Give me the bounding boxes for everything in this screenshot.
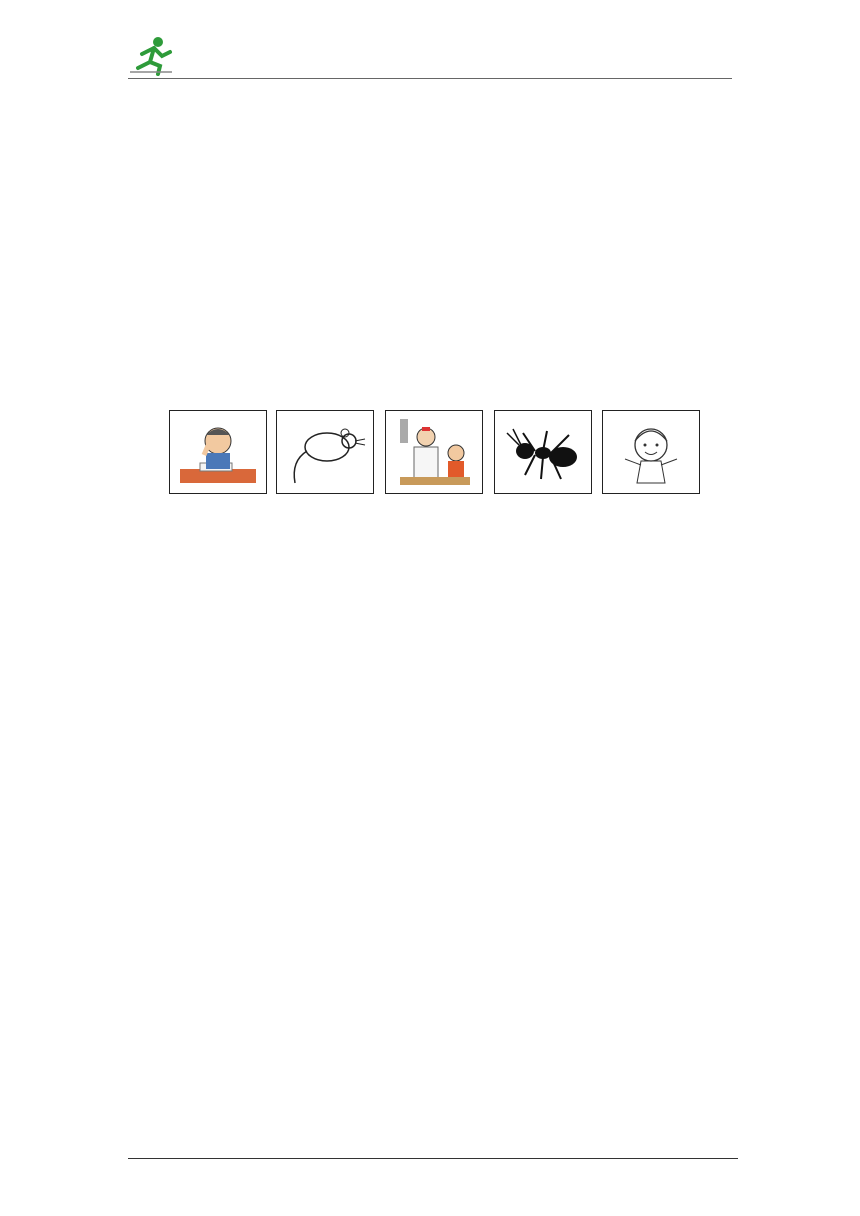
logo xyxy=(128,34,288,76)
picture-c-doctor xyxy=(385,410,483,494)
picture-e-happy-girl xyxy=(602,410,700,494)
header-divider xyxy=(128,78,732,79)
section2-heading xyxy=(131,352,741,400)
ant-icon xyxy=(495,411,591,493)
section1-heading xyxy=(131,196,741,244)
picture-a-worried-boy xyxy=(169,410,267,494)
picture-d-ant xyxy=(494,410,592,494)
section4-heading xyxy=(131,804,741,850)
runner-logo-icon xyxy=(128,34,178,76)
section3-heading xyxy=(131,646,741,694)
footer-divider xyxy=(128,1158,738,1159)
doctor-icon xyxy=(386,411,482,493)
mouse-icon xyxy=(277,411,373,493)
picture-b-mouse xyxy=(276,410,374,494)
happy-girl-icon xyxy=(603,411,699,493)
worried-boy-icon xyxy=(170,411,266,493)
